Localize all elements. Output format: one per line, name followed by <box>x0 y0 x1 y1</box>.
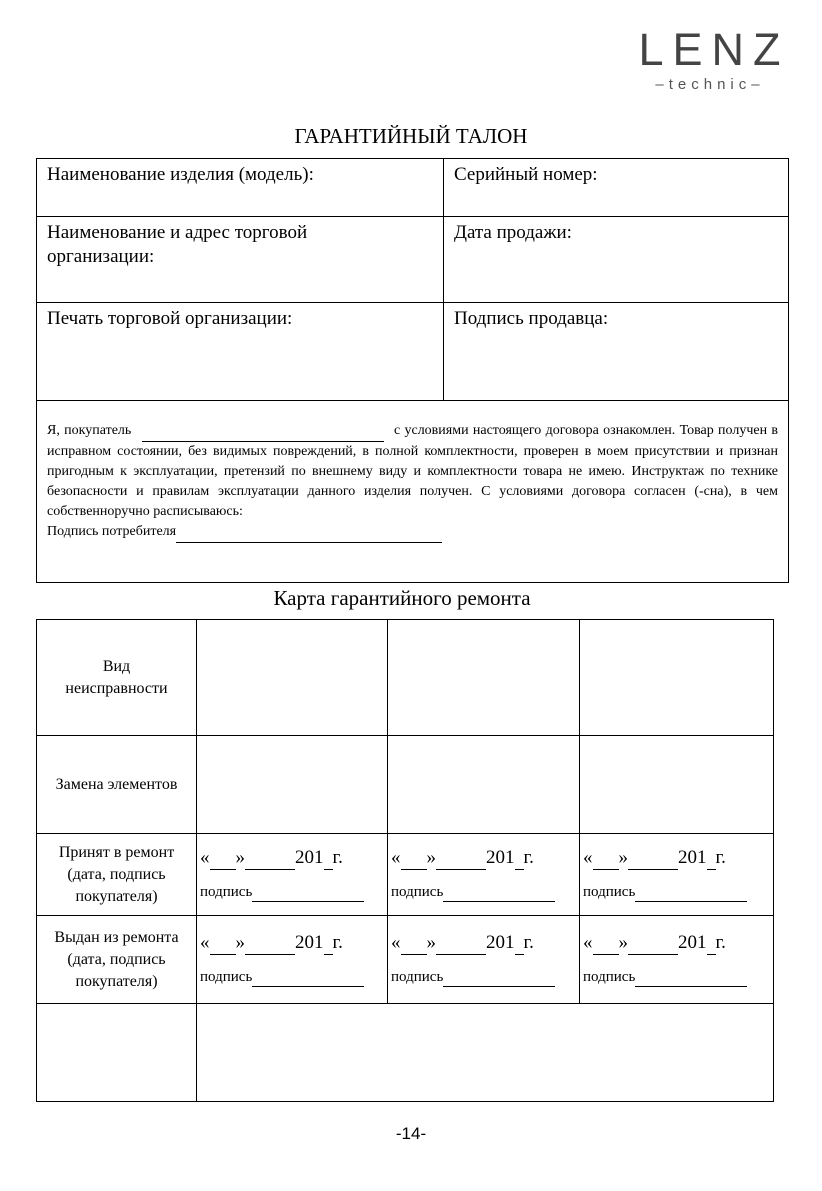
accepted-cell-3 <box>580 834 774 916</box>
accepted-label: Принят в ремонт (дата, подпись покупателя) <box>37 834 197 916</box>
lenz-logo <box>630 26 790 98</box>
accepted-date-1: « » 201 г. <box>200 847 343 868</box>
replacement-cell-3 <box>580 736 774 834</box>
form-row-stamp <box>37 303 788 401</box>
issued-date-3: « » 201 г. <box>583 932 726 953</box>
repair-card-table <box>36 619 774 1102</box>
notes-cell <box>197 1004 774 1102</box>
replacement-cell-2 <box>388 736 580 834</box>
notes-label-cell <box>37 1004 197 1102</box>
accepted-sign-1: подпись <box>197 884 387 902</box>
fault-type-label <box>37 620 197 736</box>
fault-cell-3 <box>580 620 774 736</box>
logo-sub-word: technic <box>668 76 752 93</box>
serial-number-label: Серийный номер: <box>454 164 598 185</box>
accepted-sign-2: подпись <box>388 884 579 902</box>
consumer-signature-label: Подпись потребителя <box>47 524 177 539</box>
issued-label: Выдан из ремонта (дата, подпись покупателя) <box>37 916 197 1004</box>
issued-sign-2: подпись <box>388 969 579 987</box>
store-name-label: Наименование и адрес торговой организации: <box>47 222 308 267</box>
replacement-row <box>37 736 774 834</box>
accepted-sign-3: подпись <box>580 884 773 902</box>
accepted-cell-2 <box>388 834 580 916</box>
seller-signature-label: Подпись продавца: <box>454 308 609 329</box>
store-stamp-label: Печать торговой организации: <box>47 308 293 329</box>
issued-cell-3 <box>580 916 774 1004</box>
form-row-product <box>37 159 788 217</box>
fault-type-text: Вид неисправности <box>65 657 168 697</box>
issued-cell-2 <box>388 916 580 1004</box>
accepted-date-3: « » 201 г. <box>583 847 726 868</box>
issued-date-2: « » 201 г. <box>391 932 534 953</box>
replacement-label: Замена элементов <box>37 736 197 834</box>
repair-card-title: Карта гарантийного ремонта <box>273 586 531 610</box>
warranty-title: ГАРАНТИЙНЫЙ ТАЛОН <box>294 124 528 148</box>
fault-cell-1 <box>197 620 388 736</box>
fault-row <box>37 620 774 736</box>
buyer-agreement <box>37 401 788 543</box>
sale-date-label: Дата продажи: <box>454 222 572 243</box>
issued-date-1: « » 201 г. <box>200 932 343 953</box>
form-row-store <box>37 217 788 303</box>
page-number: -14- <box>395 1124 427 1143</box>
issued-cell-1 <box>197 916 388 1004</box>
issued-sign-1: подпись <box>197 969 387 987</box>
logo-sub-text: –technic– <box>655 76 765 93</box>
fault-cell-2 <box>388 620 580 736</box>
product-name-label: Наименование изделия (модель): <box>47 164 314 185</box>
issued-row <box>37 916 774 1004</box>
buyer-prefix: Я, покупатель <box>47 423 132 438</box>
warranty-form <box>36 158 789 583</box>
issued-sign-3: подпись <box>580 969 773 987</box>
logo-main-text: LENZ <box>638 24 790 75</box>
accepted-date-2: « » 201 г. <box>391 847 534 868</box>
consumer-signature-line <box>176 522 442 543</box>
agreement-text: с условиями настоящего договора ознакомлен. Товар получен в исправном состоянии, без видимых повреждений, в полной комплектности, проверен в моем присутствии и признан пригодным к эксплуатации, претензий по внешнему виду и комплектности товара не имею. Инструктаж по технике безопасности и правилам эксплуатации данного изделия получен. С условиями договора согласен (-сна), в чем собственноручно расписываюсь: <box>47 423 779 519</box>
accepted-row <box>37 834 774 916</box>
accepted-cell-1 <box>197 834 388 916</box>
notes-row <box>37 1004 774 1102</box>
replacement-cell-1 <box>197 736 388 834</box>
buyer-name-line <box>142 421 384 442</box>
